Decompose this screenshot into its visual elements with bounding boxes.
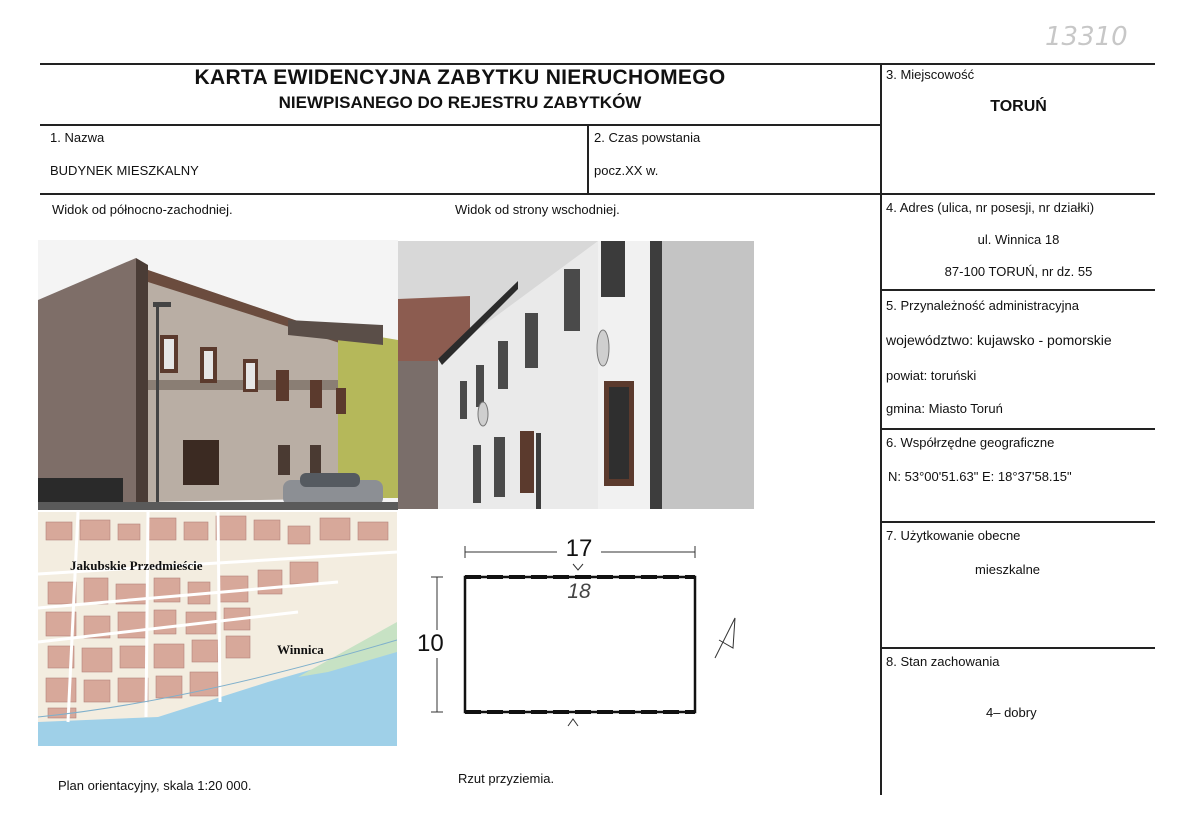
usage-bottom-line	[880, 647, 1155, 649]
map-label-street: Winnica	[277, 642, 324, 657]
plan-width-dim: 17	[557, 535, 601, 563]
usage-label: 7. Użytkowanie obecne	[886, 528, 1021, 543]
condition-label: 8. Stan zachowania	[886, 654, 1000, 669]
card-subtitle: NIEWPISANEGO DO REJESTRU ZABYTKÓW	[278, 93, 642, 112]
coords-value: N: 53°00'51.63" E: 18°37'58.15"	[888, 469, 1072, 484]
name-divider	[587, 124, 589, 195]
frame-top	[40, 63, 1155, 65]
usage-value: mieszkalne	[975, 562, 1041, 577]
location-map	[38, 512, 397, 746]
card-title: KARTA EWIDENCYJNA ZABYTKU NIERUCHOMEGO	[194, 66, 726, 89]
plan-height-dim: 10	[417, 630, 444, 657]
adres-label: 4. Adres (ulica, nr posesji, nr działki)	[886, 200, 1095, 215]
wojewodztwo-value: województwo: kujawsko - pomorskie	[886, 332, 1112, 348]
admin-bottom-line	[880, 428, 1155, 430]
plan-building-number: 18	[567, 580, 591, 603]
photo-northwest-view	[38, 240, 398, 510]
condition-value: 4– dobry	[986, 705, 1037, 720]
photo-left-caption: Widok od północno-zachodniej.	[52, 202, 233, 217]
czas-value: pocz.XX w.	[594, 163, 659, 178]
nazwa-label: 1. Nazwa	[50, 130, 105, 145]
photo-east-view	[398, 241, 754, 509]
map-caption: Plan orientacyjny, skala 1:20 000.	[58, 778, 252, 793]
czas-label: 2. Czas powstania	[594, 130, 701, 145]
title-bottom-line	[40, 124, 881, 126]
powiat-value: powiat: toruński	[886, 368, 977, 383]
photo-right-caption: Widok od strony wschodniej.	[455, 202, 620, 217]
gmina-value: gmina: Miasto Toruń	[886, 401, 1003, 416]
coords-bottom-line	[880, 521, 1155, 523]
row1-bottom-line	[40, 193, 1155, 195]
map-label-district: Jakubskie Przedmieście	[70, 558, 203, 573]
adres-line1: ul. Winnica 18	[977, 232, 1060, 247]
plan-caption: Rzut przyziemia.	[458, 771, 555, 786]
miejscowosc-value: TORUŃ	[990, 98, 1047, 115]
admin-label: 5. Przynależność administracyjna	[886, 298, 1079, 313]
coords-label: 6. Współrzędne geograficzne	[886, 435, 1055, 450]
adres-line2: 87-100 TORUŃ, nr dz. 55	[944, 264, 1093, 279]
archive-number: 13310	[1045, 22, 1128, 52]
miejscowosc-label: 3. Miejscowość	[886, 67, 975, 82]
nazwa-value: BUDYNEK MIESZKALNY	[50, 163, 199, 178]
address-bottom-line	[880, 289, 1155, 291]
